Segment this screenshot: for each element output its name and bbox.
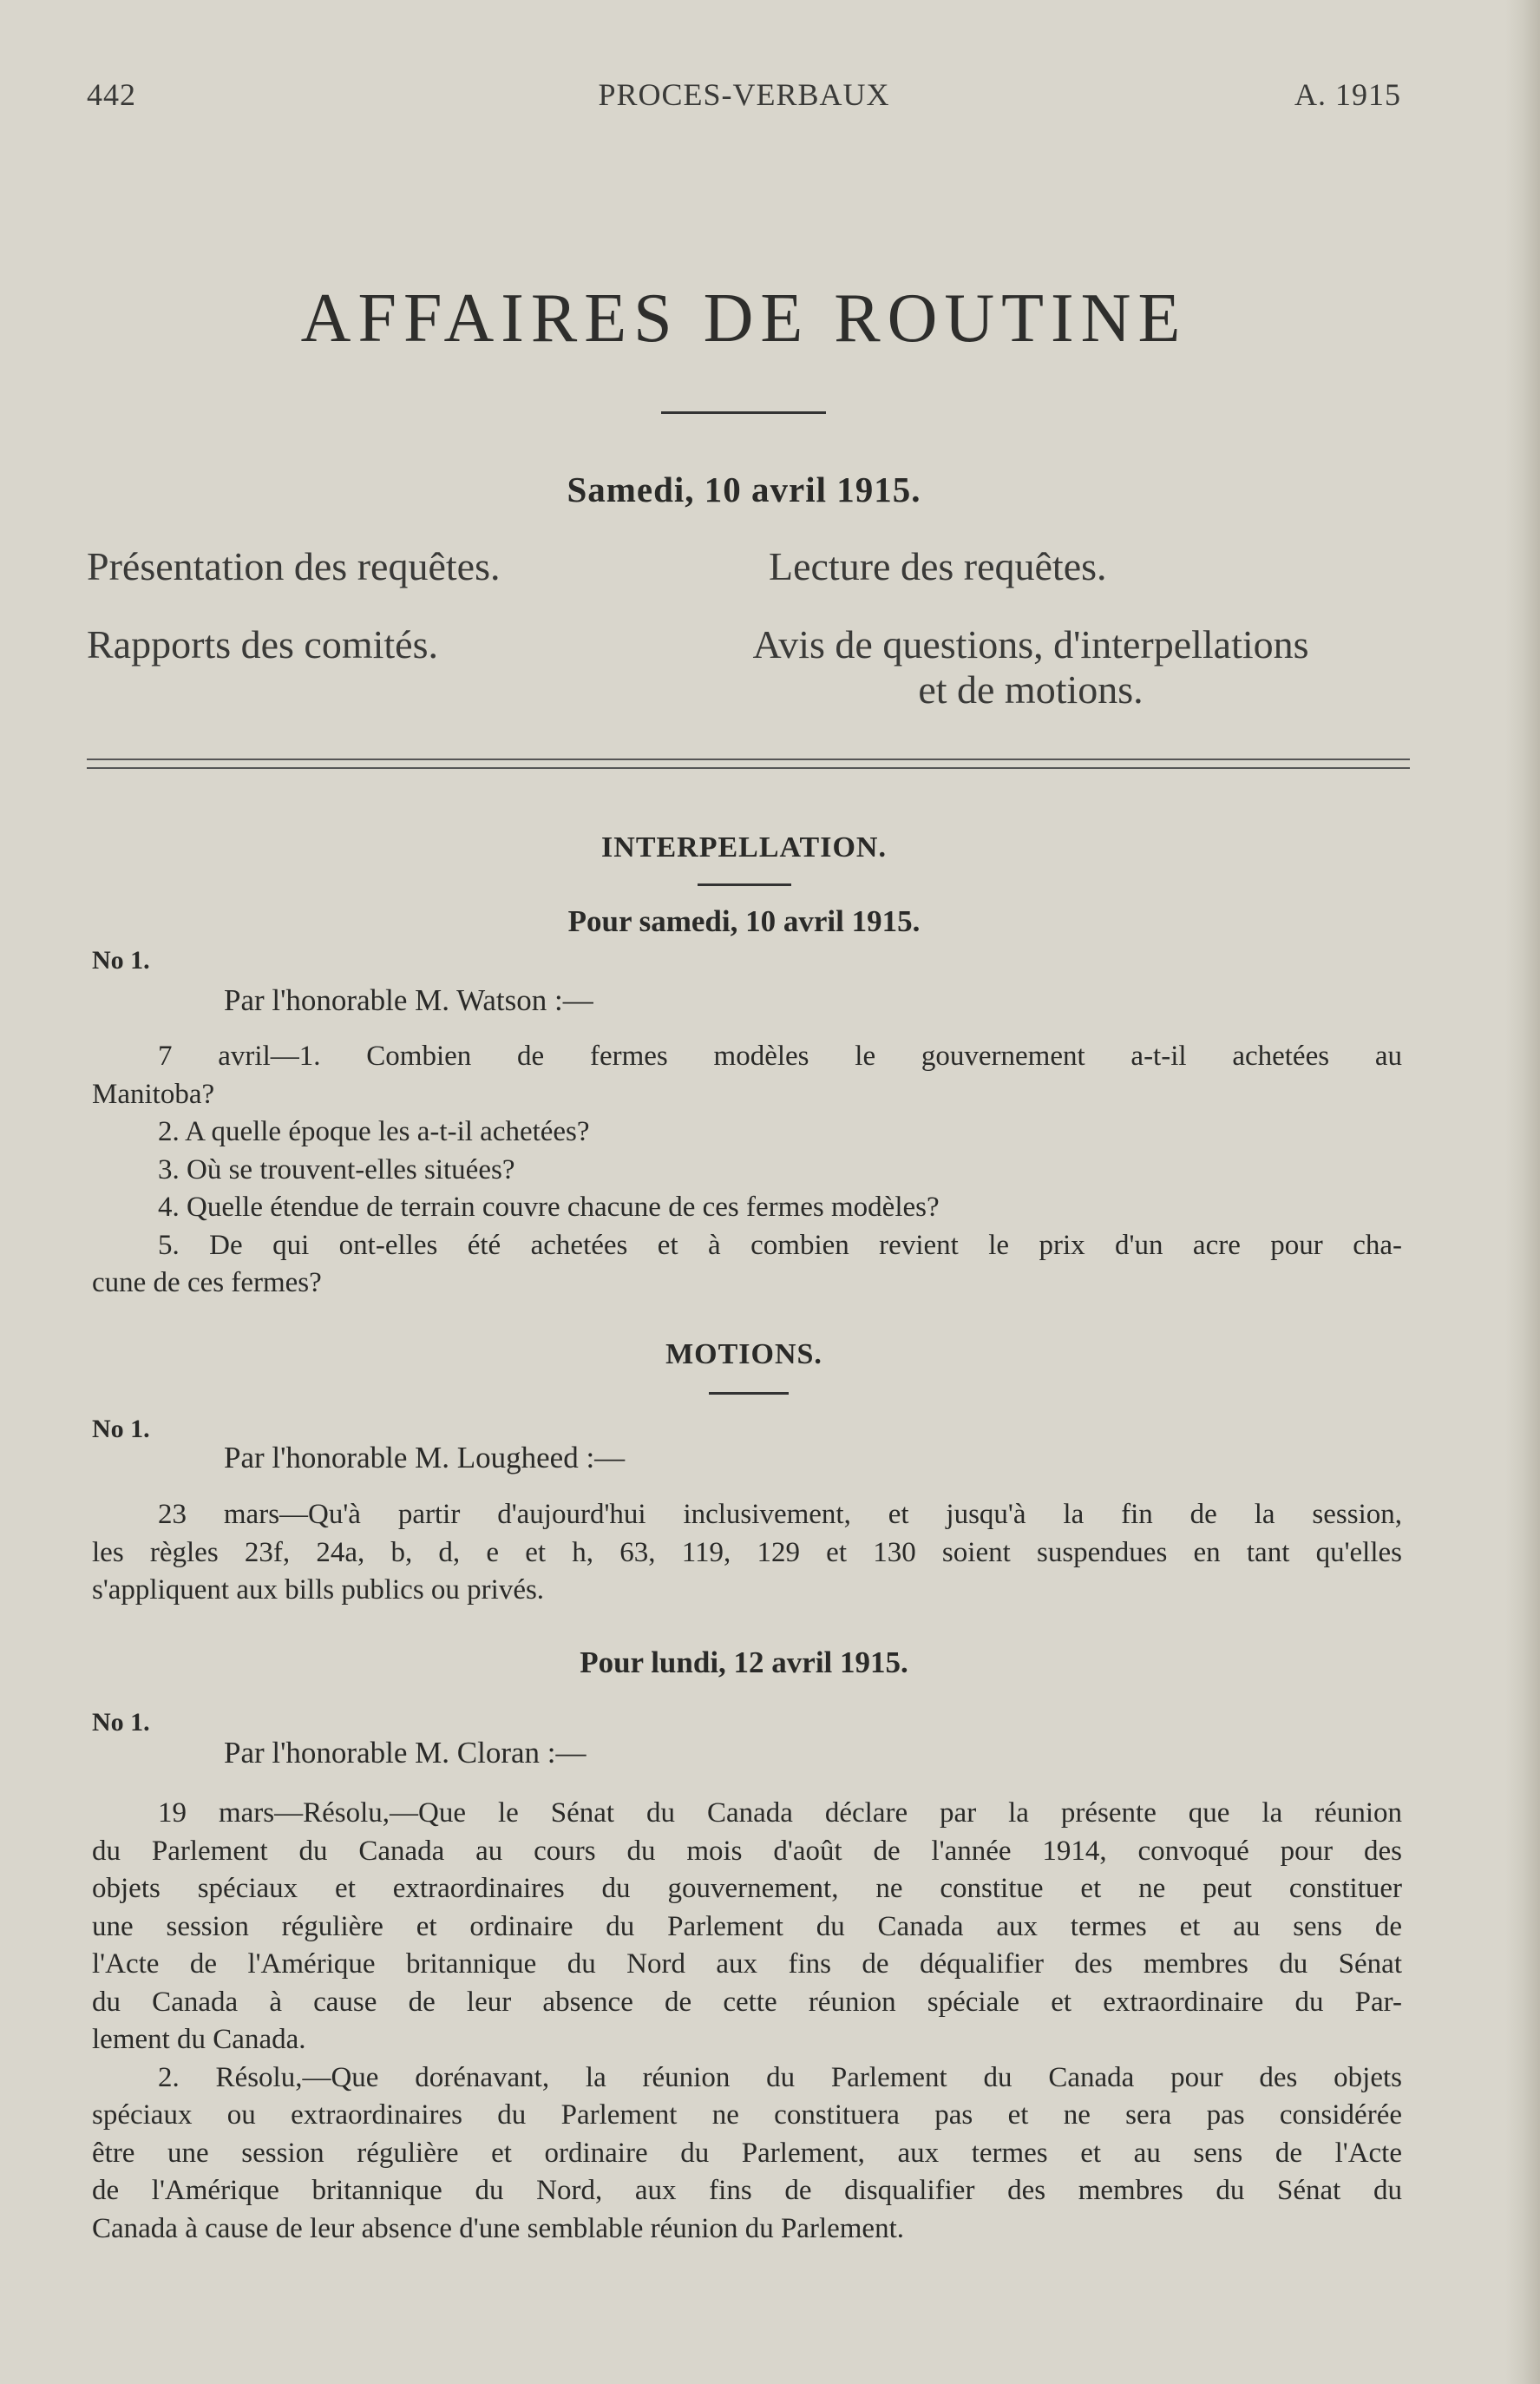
motions-rule (709, 1392, 789, 1395)
text-line: 2. A quelle époque les a-t-il achetées? (158, 1116, 590, 1147)
interpellation-by: Par l'honorable M. Watson :— (224, 983, 593, 1017)
text-line: Manitoba? (92, 1078, 215, 1110)
motion1-number: No 1. (92, 1415, 150, 1443)
running-title: PROCES-VERBAUX (598, 77, 890, 112)
motion1-text (92, 1496, 1402, 1610)
text-line: cune de ces fermes? (92, 1267, 322, 1298)
agenda-item-avis (658, 622, 1404, 713)
agenda-item-avis-line1: Avis de questions, d'interpellations (752, 622, 1309, 667)
text-line: 3. Où se trouvent-elles situées? (158, 1153, 515, 1185)
text-line: l'Acte de l'Amérique britannique du Nord aux fins de déqualifier des membres du Sénat (92, 1948, 1402, 1980)
motions-title: MOTIONS. (665, 1338, 822, 1370)
text-line: s'appliquent aux bills publics ou privés. (92, 1574, 545, 1606)
date-heading: Samedi, 10 avril 1915. (567, 470, 921, 509)
text-line: objets spéciaux et extraordinaires du gouvernement, ne constitue et ne peut constituer (92, 1873, 1402, 1904)
motion2-by: Par l'honorable M. Cloran :— (224, 1736, 587, 1770)
section-divider (87, 759, 1410, 769)
text-line: du Parlement du Canada au cours du mois d'août de l'année 1914, convoqué pour des (92, 1835, 1402, 1867)
agenda-item-avis-line2: et de motions. (918, 667, 1144, 712)
page-number: 442 (87, 77, 136, 112)
interpellation-rule (698, 883, 791, 886)
text-line: 19 mars—Résolu,—Que le Sénat du Canada déclare par la présente que la réunion (158, 1797, 1402, 1829)
agenda-item-rapports: Rapports des comités. (87, 622, 438, 667)
text-line: 23 mars—Qu'à partir d'aujourd'hui inclusivement, et jusqu'à la fin de la session, (158, 1499, 1402, 1530)
interpellation-text (92, 1038, 1402, 1303)
text-line: 4. Quelle étendue de terrain couvre chacune de ces fermes modèles? (158, 1192, 940, 1223)
running-header (87, 76, 1401, 120)
text-line: de l'Amérique britannique du Nord, aux fins de disqualifier des membres du Sénat du (92, 2175, 1402, 2206)
text-line: les règles 23f, 24a, b, d, e et h, 63, 119, 129 et 130 soient suspendues en tant qu'elles (92, 1536, 1402, 1568)
text-line: 5. De qui ont-elles été achetées et à combien revient le prix d'un acre pour cha- (158, 1229, 1402, 1261)
text-line: 2. Résolu,—Que dorénavant, la réunion du Parlement du Canada pour des objets (158, 2061, 1402, 2093)
text-line: lement du Canada. (92, 2024, 306, 2055)
motions-date-2: Pour lundi, 12 avril 1915. (580, 1645, 908, 1679)
text-line: Canada à cause de leur absence d'une semblable réunion du Parlement. (92, 2212, 904, 2244)
text-line: 7 avril—1. Combien de fermes modèles le gouvernement a-t-il achetées au (158, 1041, 1402, 1072)
interpellation-number: No 1. (92, 946, 150, 975)
header-year: A. 1915 (1294, 77, 1401, 112)
agenda-item-presentation: Présentation des requêtes. (87, 544, 501, 588)
agenda-item-lecture: Lecture des requêtes. (769, 544, 1107, 588)
text-line: spéciaux ou extraordinaires du Parlement ne constituera pas et ne sera pas considérée (92, 2099, 1402, 2131)
page-title: AFFAIRES DE ROUTINE (300, 280, 1188, 357)
text-line: être une session régulière et ordinaire du Parlement, aux termes et au sens de l'Acte (92, 2137, 1402, 2169)
text-line: du Canada à cause de leur absence de cette réunion spéciale et extraordinaire du Par- (92, 1986, 1402, 2018)
interpellation-title: INTERPELLATION. (601, 831, 887, 864)
interpellation-date: Pour samedi, 10 avril 1915. (567, 904, 921, 938)
text-line: une session régulière et ordinaire du Parlement du Canada aux termes et au sens de (92, 1910, 1402, 1942)
page-edge (1505, 0, 1540, 2384)
motion2-text (92, 1795, 1402, 2248)
motion2-number: No 1. (92, 1708, 150, 1737)
title-rule (661, 411, 826, 414)
motion1-by: Par l'honorable M. Lougheed :— (224, 1441, 626, 1474)
